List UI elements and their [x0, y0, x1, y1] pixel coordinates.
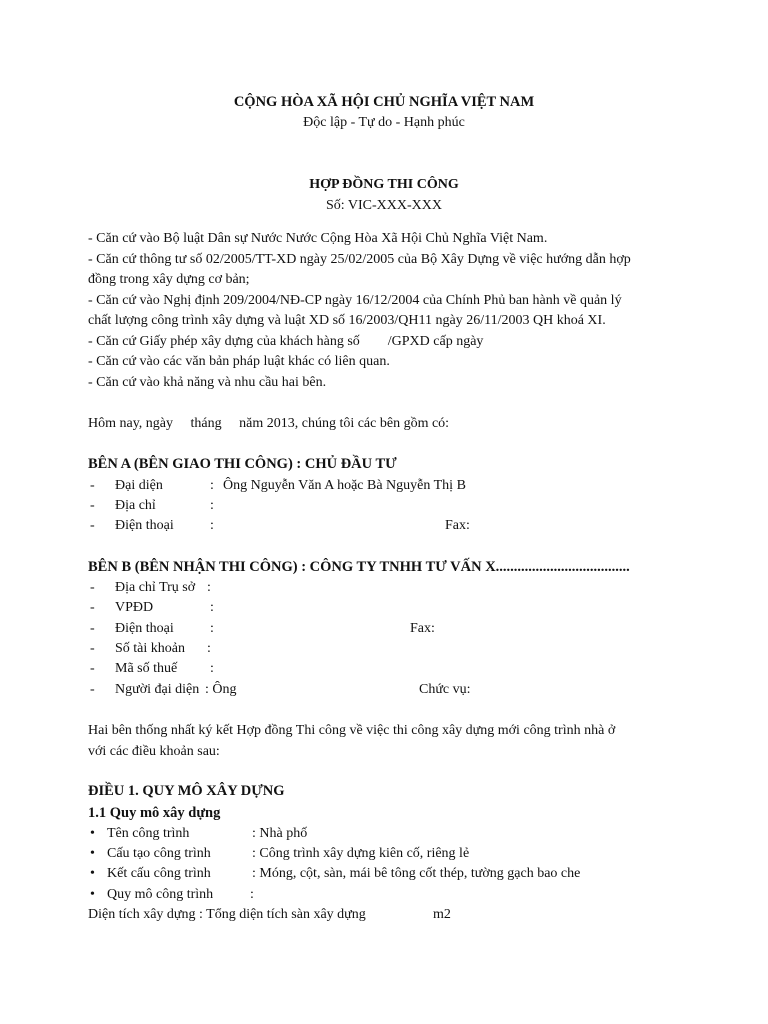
- legal-line: - Căn cứ vào Nghị định 209/2004/NĐ-CP ngày 16/12/2004 của Chính Phủ ban hành về quản lý: [88, 293, 622, 308]
- bullet: •: [90, 887, 95, 902]
- row-label: Địa chỉ: [115, 498, 156, 513]
- article-1-subheading: 1.1 Quy mô xây dựng: [88, 805, 221, 821]
- row-colon: :: [210, 478, 214, 493]
- area-unit: m2: [433, 907, 451, 922]
- item-value: :: [250, 887, 254, 902]
- row-dash: -: [90, 518, 95, 533]
- article-1-heading: ĐIỀU 1. QUY MÔ XÂY DỰNG: [88, 783, 285, 799]
- item-label: Tên công trình: [107, 826, 190, 841]
- row-label: VPĐD: [115, 600, 154, 615]
- item-value: : Nhà phố: [252, 826, 308, 841]
- legal-line: - Căn cứ vào các văn bản pháp luật khác có liên quan.: [88, 354, 390, 369]
- agreement-line: Hai bên thống nhất ký kết Hợp đồng Thi công về việc thi công xây dựng mới công trình nhà ở: [88, 723, 616, 738]
- item-label: Quy mô công trình: [107, 887, 214, 902]
- row-dash: -: [90, 498, 95, 513]
- contract-title: HỢP ĐỒNG THI CÔNG: [309, 177, 459, 192]
- legal-line: - Căn cứ vào Bộ luật Dân sự Nước Nước Cộng Hòa Xã Hội Chủ Nghĩa Việt Nam.: [88, 231, 548, 246]
- legal-line: - Căn cứ vào khả năng và nhu cầu hai bên.: [88, 375, 327, 390]
- legal-line: chất lượng công trình xây dựng và luật XD số 16/2003/QH11 ngày 26/11/2003 QH khoá XI.: [88, 313, 606, 328]
- row-dash: -: [90, 600, 95, 615]
- bullet: •: [90, 866, 95, 881]
- agreement-line: với các điều khoản sau:: [88, 744, 220, 759]
- row-label: Địa chỉ Trụ sở: [115, 580, 196, 595]
- bullet: •: [90, 826, 95, 841]
- row-colon: : Ông: [205, 682, 237, 697]
- item-value: : Công trình xây dựng kiên cố, riêng lẻ: [252, 846, 470, 861]
- row-position: Chức vụ:: [419, 682, 471, 697]
- row-colon: :: [210, 661, 214, 676]
- item-value: : Móng, cột, sàn, mái bê tông cốt thép, tường gạch bao che: [252, 866, 581, 881]
- nation-heading: CỘNG HÒA XÃ HỘI CHỦ NGHĨA VIỆT NAM: [233, 94, 535, 110]
- row-colon: :: [210, 518, 214, 533]
- row-fax: Fax:: [445, 518, 470, 533]
- row-colon: :: [207, 641, 211, 656]
- item-label: Cấu tạo công trình: [107, 846, 211, 861]
- row-dash: -: [90, 641, 95, 656]
- row-dash: -: [90, 478, 95, 493]
- row-dash: -: [90, 682, 95, 697]
- party-b-heading: BÊN B (BÊN NHẬN THI CÔNG) : CÔNG TY TNHH TƯ VẤN X.....................................: [88, 559, 630, 575]
- row-label: Đại diện: [115, 478, 163, 493]
- row-dash: -: [90, 661, 95, 676]
- area-line: Diện tích xây dựng : Tổng diện tích sàn xây dựng: [88, 907, 366, 922]
- row-label: Người đại diện: [115, 682, 200, 697]
- row-label: Điện thoại: [115, 621, 174, 636]
- party-a-heading: BÊN A (BÊN GIAO THI CÔNG) : CHỦ ĐẦU TƯ: [88, 456, 397, 472]
- motto: Độc lập - Tự do - Hạnh phúc: [303, 115, 465, 130]
- row-fax: Fax:: [410, 621, 435, 636]
- row-dash: -: [90, 580, 95, 595]
- today-line: Hôm nay, ngày tháng năm 2013, chúng tôi các bên gồm có:: [88, 416, 450, 431]
- row-colon: :: [210, 498, 214, 513]
- row-label: Điện thoại: [115, 518, 174, 533]
- row-colon: :: [210, 621, 214, 636]
- contract-number: Số: VIC-XXX-XXX: [325, 198, 443, 213]
- item-label: Kết cấu công trình: [107, 866, 211, 881]
- row-label: Mã số thuế: [115, 661, 178, 676]
- bullet: •: [90, 846, 95, 861]
- row-value: Ông Nguyễn Văn A hoặc Bà Nguyễn Thị B: [223, 478, 466, 493]
- legal-line: - Căn cứ Giấy phép xây dựng của khách hàng số /GPXD cấp ngày: [88, 334, 484, 349]
- row-colon: :: [207, 580, 211, 595]
- legal-line: - Căn cứ thông tư số 02/2005/TT-XD ngày 25/02/2005 của Bộ Xây Dựng về việc hướng dẫn hợp: [88, 252, 631, 267]
- row-colon: :: [210, 600, 214, 615]
- legal-line: đồng trong xây dựng cơ bản;: [88, 272, 250, 287]
- row-label: Số tài khoản: [115, 641, 185, 656]
- row-dash: -: [90, 621, 95, 636]
